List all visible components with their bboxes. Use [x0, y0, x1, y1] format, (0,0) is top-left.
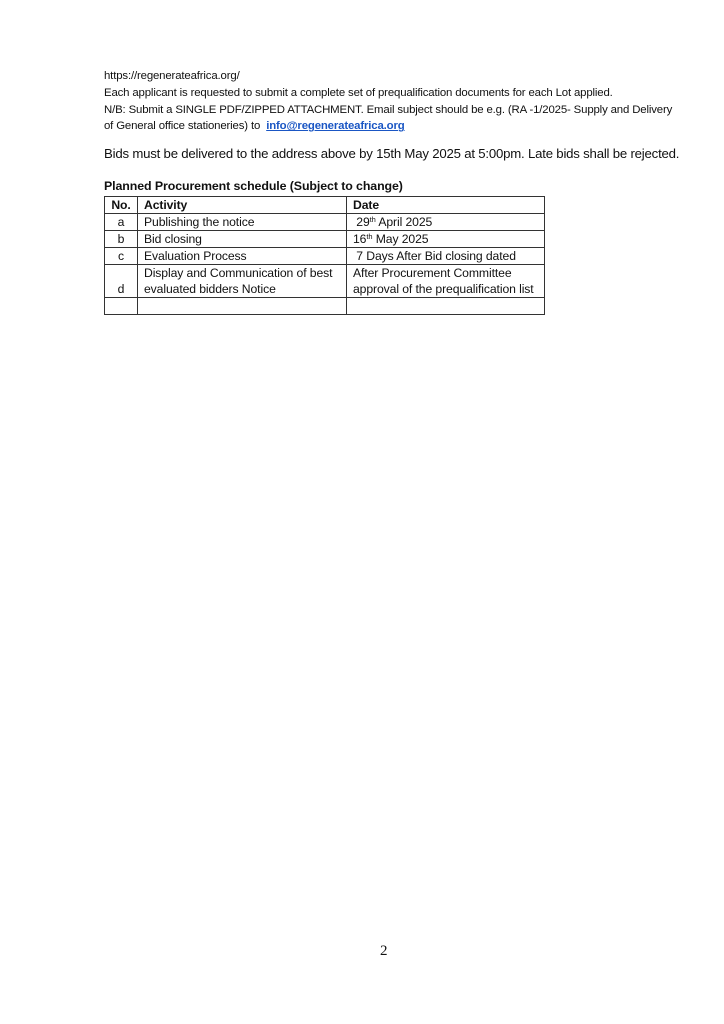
row-date [347, 214, 545, 231]
date-suffix: th [366, 232, 373, 241]
row-activity: Bid closing [138, 231, 347, 248]
header-date: Date [347, 197, 545, 214]
row-activity-line: evaluated bidders Notice [144, 282, 276, 296]
row-date [347, 231, 545, 248]
row-no: a [105, 214, 138, 231]
email-line [104, 118, 684, 135]
row-date-line: approval of the prequalification list [353, 282, 534, 296]
row-date [347, 265, 545, 298]
page-number: 2 [380, 943, 388, 959]
row-no: d [105, 265, 138, 298]
date-day: 29 [353, 215, 370, 229]
row-date-line: After Procurement Committee [353, 266, 512, 280]
submission-instruction: Each applicant is requested to submit a complete set of prequalification documents for each Lot applied. [104, 86, 613, 99]
website-url: https://regenerateafrica.org/ [104, 70, 240, 82]
date-day: 16 [353, 232, 367, 246]
header-no: No. [105, 197, 138, 214]
bids-deadline-notice: Bids must be delivered to the address above by 15th May 2025 at 5:00pm. Late bids shall be rejected. [104, 146, 680, 161]
table-row-empty [105, 298, 545, 315]
empty-cell [347, 298, 545, 315]
row-activity-line: Display and Communication of best [144, 266, 333, 280]
table-row [105, 248, 545, 265]
empty-cell [138, 298, 347, 315]
empty-cell [105, 298, 138, 315]
table-row [105, 214, 545, 231]
schedule-title: Planned Procurement schedule (Subject to change) [104, 179, 403, 193]
date-rest: May 2025 [372, 232, 429, 246]
intro-block [104, 68, 684, 135]
row-date: 7 Days After Bid closing dated [347, 248, 545, 265]
email-link[interactable]: info@regenerateafrica.org [266, 120, 405, 133]
date-rest: April 2025 [375, 215, 433, 229]
row-no: c [105, 248, 138, 265]
table-row [105, 231, 545, 248]
table-row [105, 265, 545, 298]
date-suffix: th [369, 215, 376, 224]
row-activity: Publishing the notice [138, 214, 347, 231]
table-header-row [105, 197, 545, 214]
attachment-note: N/B: Submit a SINGLE PDF/ZIPPED ATTACHMENT. Email subject should be e.g. (RA -1/2025- Supply and Delivery [104, 103, 673, 116]
header-activity: Activity [138, 197, 347, 214]
row-activity: Evaluation Process [138, 248, 347, 265]
email-line-prefix: of General office stationeries) to [104, 120, 261, 133]
procurement-schedule-table [104, 196, 545, 315]
row-activity [138, 265, 347, 298]
row-no: b [105, 231, 138, 248]
